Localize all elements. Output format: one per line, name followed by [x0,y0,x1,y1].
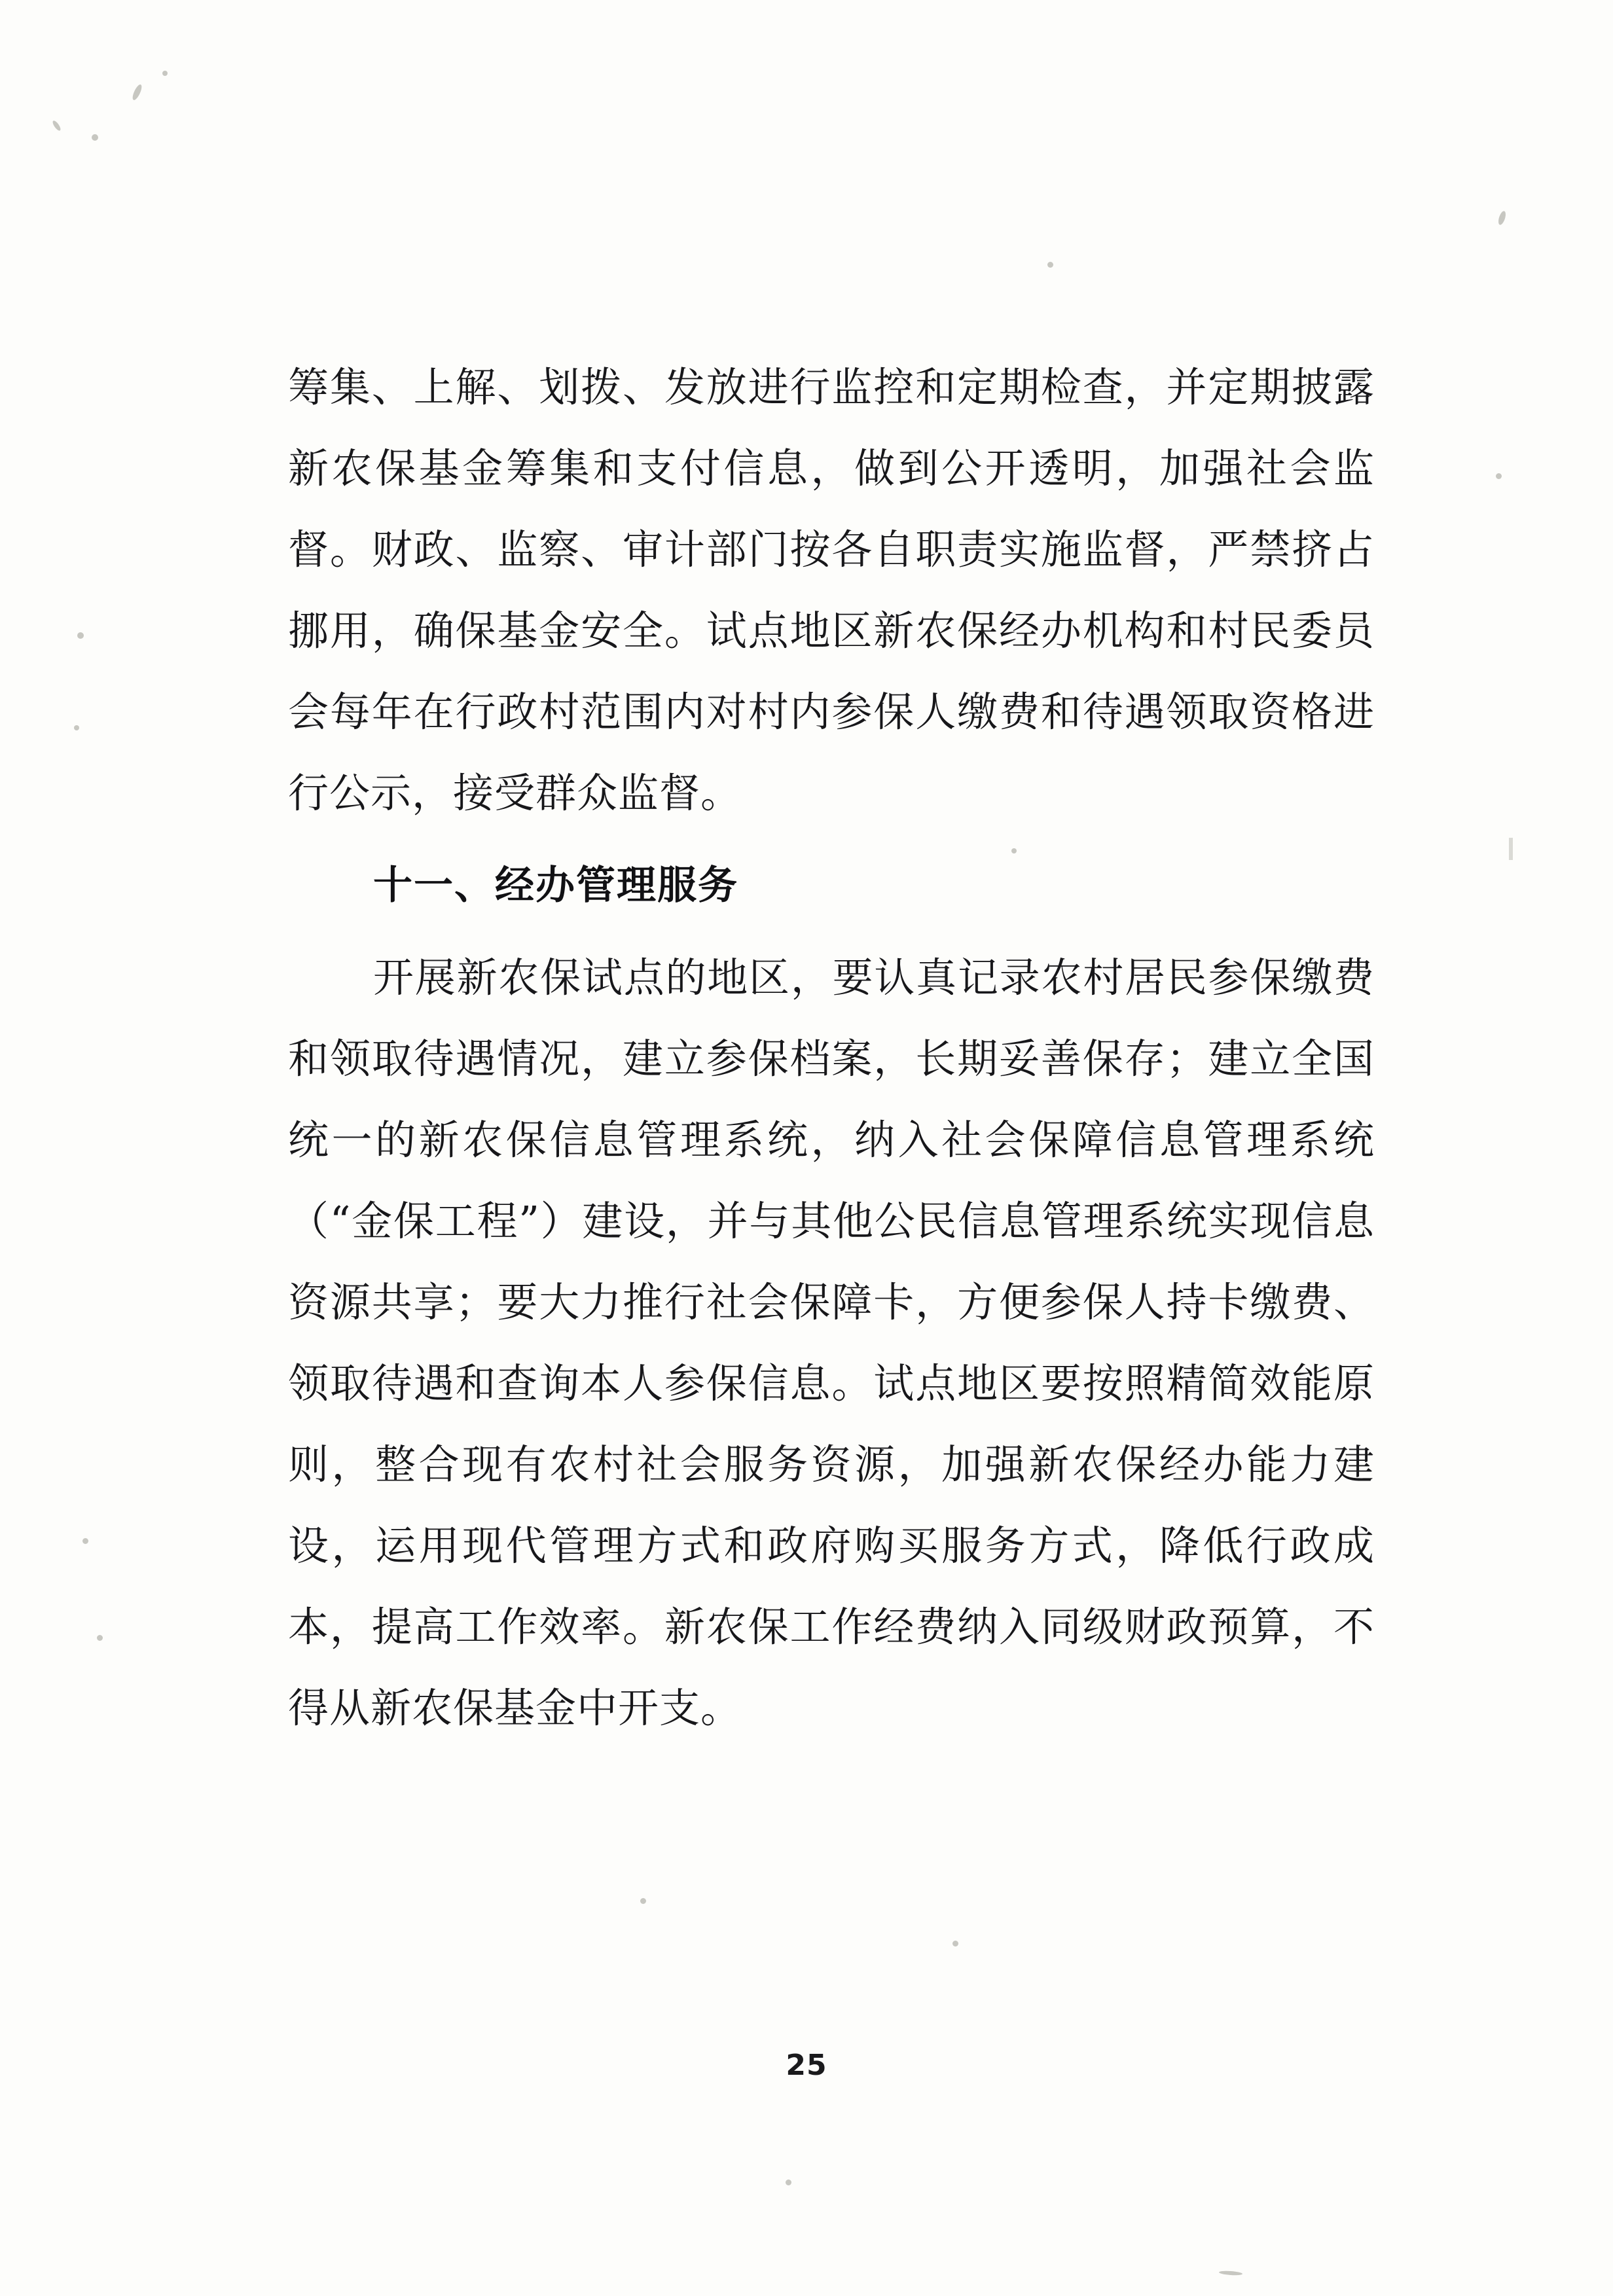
scan-speck [92,134,98,141]
scan-speck [640,1898,646,1904]
paragraph-spacer [288,925,1375,937]
section-heading: 十一、经办管理服务 [373,863,738,908]
page-number: 25 [786,2049,827,2082]
scan-speck [97,1635,103,1641]
scan-speck [1219,2270,1242,2276]
scan-speck [82,1538,88,1544]
paragraph-spacer [288,834,1375,846]
scan-speck [162,71,168,76]
scan-speck [51,120,62,132]
scan-speck [1497,210,1507,226]
scan-speck [74,725,79,730]
scan-speck [1496,473,1502,479]
body-paragraph-2: 开展新农保试点的地区，要认真记录农村居民参保缴费和领取待遇情况，建立参保档案，长期妥善保存；建立全国统一的新农保信息管理系统，纳入社会保障信息管理系统（“金保工程”）建设，并与其他公民信息管理系统实现信息资源共享；要大力推行社会保障卡，方便参保人持卡缴费、领取待遇和查询本人参保信息。试点地区要按照精简效能原则，整合现有农村社会服务资源，加强新农保经办能力建设，运用现代管理方式和政府购买服务方式，降低行政成本，提高工作效率。新农保工作经费纳入同级财政预算，不得从新农保基金中开支。 [288,954,1375,1732]
scan-speck [952,1941,958,1946]
scan-speck [77,632,84,639]
scan-speck [786,2179,791,2185]
document-body [288,347,1375,1749]
scan-edge-mark [1509,838,1513,860]
body-paragraph-1: 筹集、上解、划拨、发放进行监控和定期检查，并定期披露新农保基金筹集和支付信息，做到公开透明，加强社会监督。财政、监察、审计部门按各自职责实施监督，严禁挤占挪用，确保基金安全。试点地区新农保经办机构和村民委员会每年在行政村范围内对村内参保人缴费和待遇领取资格进行公示，接受群众监督。 [288,363,1375,817]
scan-speck [131,83,143,101]
scan-speck [1047,262,1053,268]
